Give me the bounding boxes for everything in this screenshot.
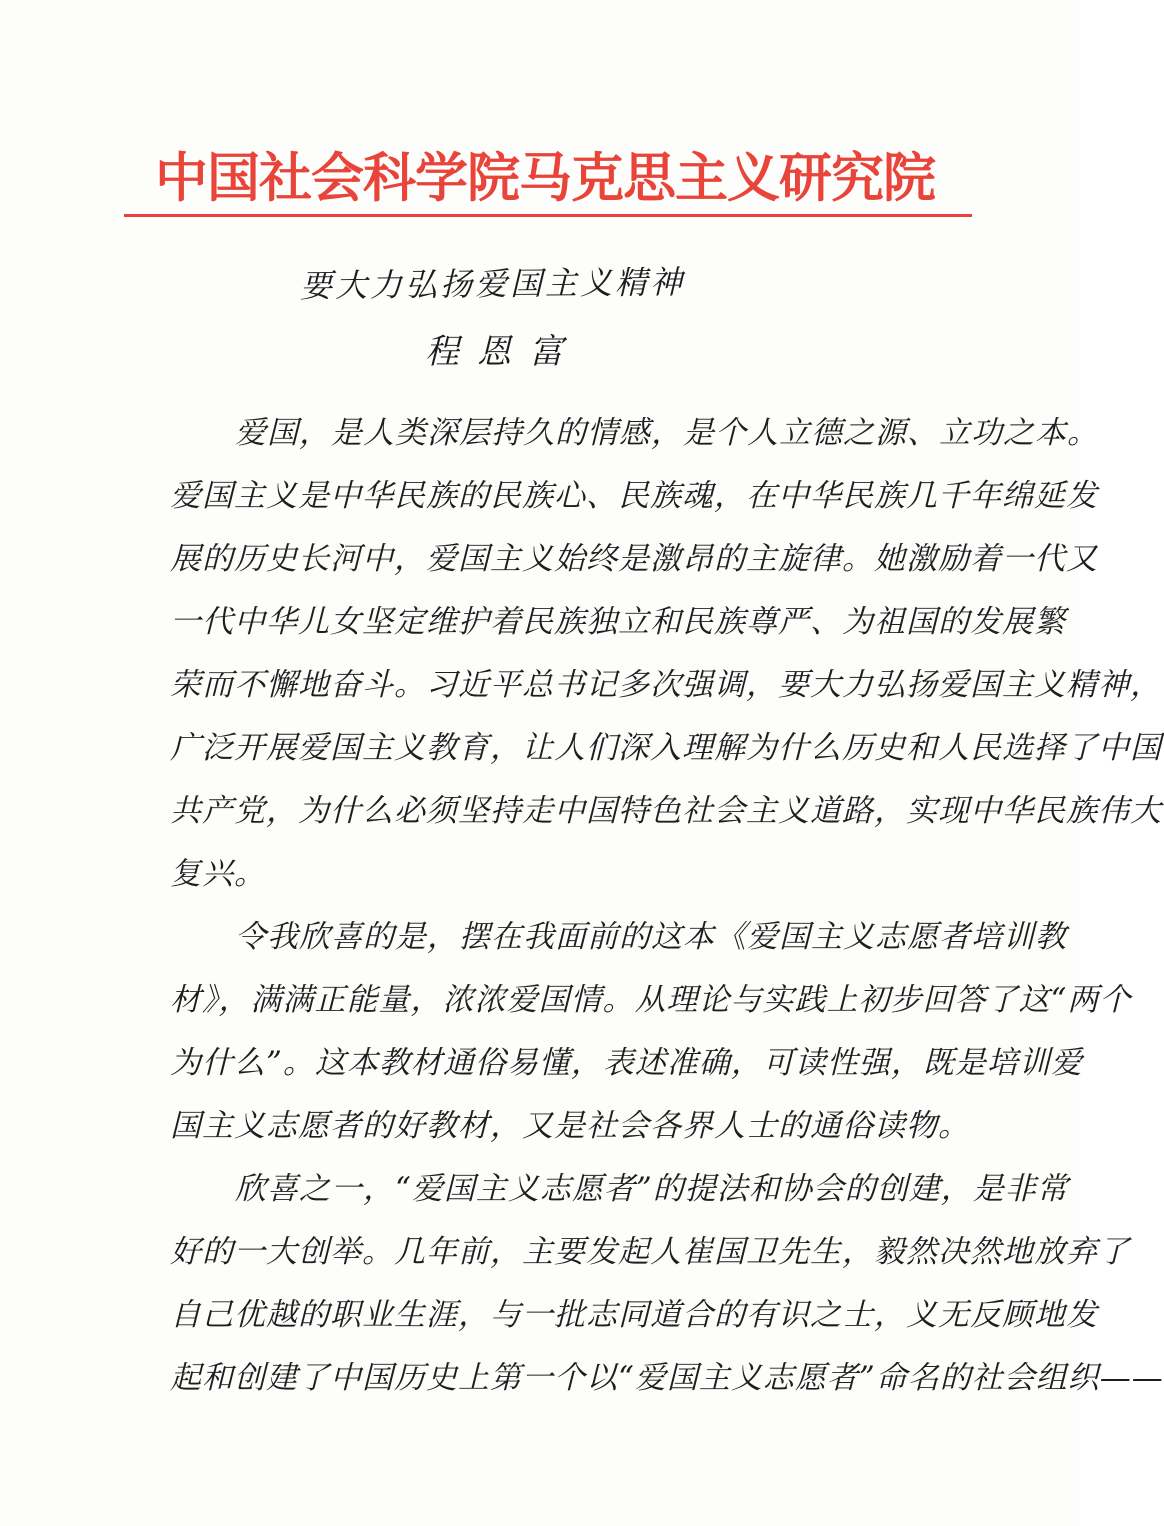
body-line: 起和创建了中国历史上第一个以“爱国主义志愿者”命名的社会组织—— [170,1360,1164,1396]
body-line: 令我欣喜的是，摆在我面前的这本《爱国主义志愿者培训教 [235,919,1067,955]
body-line: 荣而不懈地奋斗。习近平总书记多次强调，要大力弘扬爱国主义精神， [170,667,1162,703]
body-line: 爱国，是人类深层持久的情感，是个人立德之源、立功之本。 [235,415,1099,451]
letterhead-divider [124,214,972,217]
body-line: 共产党，为什么必须坚持走中国特色社会主义道路，实现中华民族伟大 [170,793,1162,829]
body-line: 一代中华儿女坚定维护着民族独立和民族尊严、为祖国的发展繁 [170,604,1066,640]
body-line: 好的一大创举。几年前，主要发起人崔国卫先生，毅然决然地放弃了 [170,1234,1130,1270]
body-line: 复兴。 [170,856,266,892]
body-line: 自己优越的职业生涯，与一批志同道合的有识之士，义无反顾地发 [170,1297,1098,1333]
body-line: 欣喜之一，“爱国主义志愿者”的提法和协会的创建，是非常 [235,1171,1069,1207]
author-name: 程恩富 [425,332,581,372]
body-line: 展的历史长河中，爱国主义始终是激昂的主旋律。她激励着一代又 [170,541,1098,577]
letterhead-title: 中国社会科学院马克思主义研究院 [155,147,935,209]
article-title: 要大力弘扬爱国主义精神 [299,262,686,305]
body-line: 广泛开展爱国主义教育，让人们深入理解为什么历史和人民选择了中国 [170,730,1162,766]
body-line: 国主义志愿者的好教材，又是社会各界人士的通俗读物。 [170,1108,970,1144]
body-line: 材》，满满正能量，浓浓爱国情。从理论与实践上初步回答了这“两个 [170,982,1132,1018]
page-bottom-margin [0,1420,1080,1526]
body-line: 爱国主义是中华民族的民族心、民族魂，在中华民族几千年绵延发 [170,478,1098,514]
body-line: 为什么”。这本教材通俗易懂，表述准确，可读性强，既是培训爱 [170,1045,1083,1081]
